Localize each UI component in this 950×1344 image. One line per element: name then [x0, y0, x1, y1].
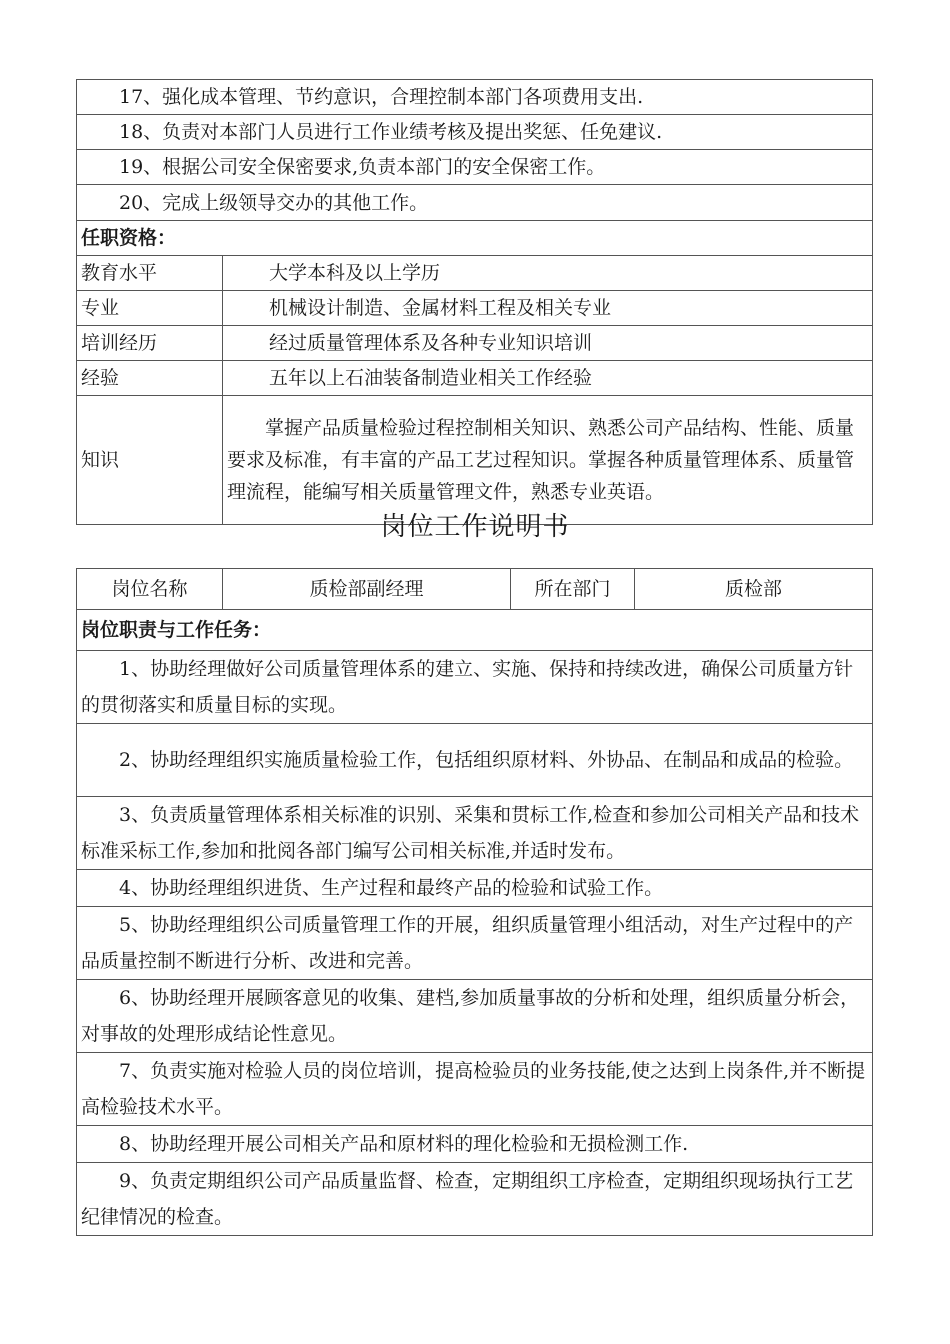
table-row: [77, 1053, 873, 1126]
table-row: [77, 569, 873, 610]
duty-item: 7、负责实施对检验人员的岗位培训，提高检验员的业务技能,使之达到上岗条件,并不断提高检验技术水平。: [77, 1053, 873, 1126]
table-row: [77, 221, 873, 256]
qual-label-major: 专业: [77, 291, 223, 326]
qual-label-training: 培训经历: [77, 326, 223, 361]
table-row: [77, 870, 873, 907]
table-row: [77, 291, 873, 326]
duty-item: 5、协助经理组织公司质量管理工作的开展，组织质量管理小组活动，对生产过程中的产品质量控制不断进行分析、改进和完善。: [77, 907, 873, 980]
duty-item: 1、协助经理做好公司质量管理体系的建立、实施、保持和持续改进，确保公司质量方针的贯彻落实和质量目标的实现。: [77, 651, 873, 724]
duty-item: 20、完成上级领导交办的其他工作。: [77, 185, 873, 221]
table-row: [77, 980, 873, 1053]
duty-item: 8、协助经理开展公司相关产品和原材料的理化检验和无损检测工作.: [77, 1126, 873, 1163]
qual-value-education: 大学本科及以上学历: [223, 256, 873, 291]
position-name-value: 质检部副经理: [223, 569, 511, 610]
qual-label-knowledge: 知识: [77, 396, 223, 525]
table-row: [77, 610, 873, 651]
table-row: [77, 256, 873, 291]
qual-value-major: 机械设计制造、金属材料工程及相关专业: [223, 291, 873, 326]
qual-label-experience: 经验: [77, 361, 223, 396]
qualifications-heading: 任职资格：: [77, 221, 873, 256]
table-row: [77, 1126, 873, 1163]
duty-item: 17、强化成本管理、节约意识，合理控制本部门各项费用支出.: [77, 80, 873, 115]
table-row: [77, 115, 873, 150]
table-row: [77, 797, 873, 870]
duty-item: 6、协助经理开展顾客意见的收集、建档,参加质量事故的分析和处理，组织质量分析会，对事故的处理形成结论性意见。: [77, 980, 873, 1053]
table-row: [77, 80, 873, 115]
duty-item: 18、负责对本部门人员进行工作业绩考核及提出奖惩、任免建议.: [77, 115, 873, 150]
duties-heading: 岗位职责与工作任务：: [77, 610, 873, 651]
position-name-label: 岗位名称: [77, 569, 223, 610]
duty-item: 9、负责定期组织公司产品质量监督、检查，定期组织工序检查，定期组织现场执行工艺纪律情况的检查。: [77, 1163, 873, 1236]
qual-value-training: 经过质量管理体系及各种专业知识培训: [223, 326, 873, 361]
qual-value-knowledge: 掌握产品质量检验过程控制相关知识、熟悉公司产品结构、性能、质量要求及标准，有丰富的产品工艺过程知识。掌握各种质量管理体系、质量管理流程，能编写相关质量管理文件，熟悉专业英语。: [223, 396, 873, 525]
duty-item: 2、协助经理组织实施质量检验工作，包括组织原材料、外协品、在制品和成品的检验。: [77, 724, 873, 797]
job-description-table: [76, 568, 873, 1236]
duty-item: 3、负责质量管理体系相关标准的识别、采集和贯标工作,检查和参加公司相关产品和技术标准采标工作,参加和批阅各部门编写公司相关标准,并适时发布。: [77, 797, 873, 870]
duties-continued-table: [76, 79, 873, 525]
table-row: [77, 1163, 873, 1236]
department-label: 所在部门: [511, 569, 635, 610]
duty-item: 4、协助经理组织进货、生产过程和最终产品的检验和试验工作。: [77, 870, 873, 907]
table-row: [77, 185, 873, 221]
table-row: [77, 326, 873, 361]
qual-label-education: 教育水平: [77, 256, 223, 291]
table-row: [77, 907, 873, 980]
table-row: [77, 724, 873, 797]
page-title: 岗位工作说明书: [380, 512, 570, 542]
table-row: [77, 651, 873, 724]
department-value: 质检部: [635, 569, 873, 610]
table-row: [77, 150, 873, 185]
table-row: [77, 361, 873, 396]
duty-item: 19、根据公司安全保密要求,负责本部门的安全保密工作。: [77, 150, 873, 185]
qual-value-experience: 五年以上石油装备制造业相关工作经验: [223, 361, 873, 396]
